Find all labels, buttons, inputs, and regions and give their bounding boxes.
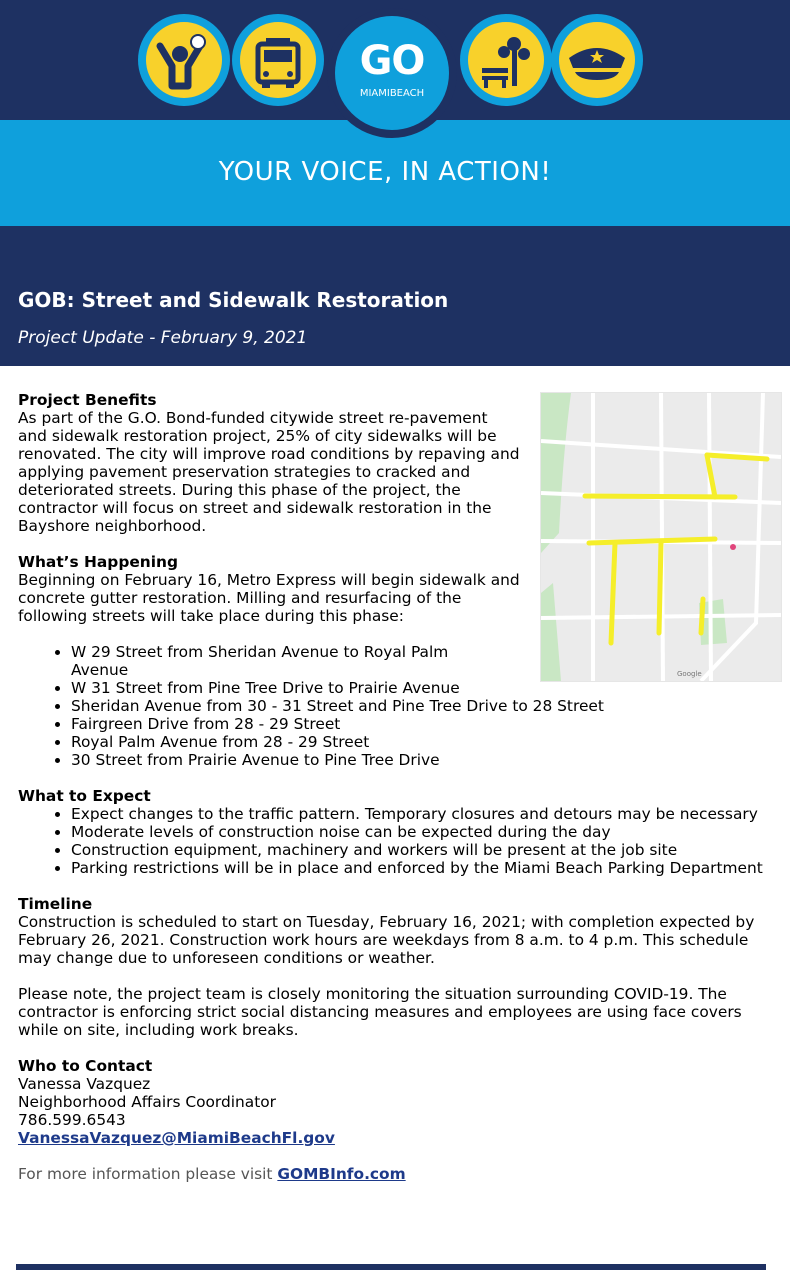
more-info-text: For more information please visit	[18, 1165, 278, 1183]
list-item: • 30 Street from Prairie Avenue to Pine Tree Drive	[71, 751, 768, 769]
timeline-body: Construction is scheduled to start on Tuesday, February 16, 2021; with completion expected by February 26, 2021. Construction work hours are weekdays from 8 a.m. to 4 p.m. This schedule may change due to unforeseen conditions or weather.	[18, 913, 755, 967]
gombinfo-link[interactable]: GOMBInfo.com	[277, 1165, 406, 1183]
go-miami-beach-logo	[327, 8, 457, 138]
list-item: • Expect changes to the traffic pattern. Temporary closures and detours may be necessary	[71, 805, 768, 823]
expect-list	[18, 805, 768, 877]
list-item: • Sheridan Avenue from 30 - 31 Street and Pine Tree Drive to 28 Street	[71, 697, 768, 715]
logo-go-text: GO	[359, 38, 425, 84]
header-banner	[0, 0, 790, 230]
contact-phone: 786.599.6543	[18, 1111, 126, 1129]
list-item: • W 31 Street from Pine Tree Drive to Prairie Avenue	[71, 679, 768, 697]
banner-tagline: YOUR VOICE, IN ACTION!	[218, 157, 552, 187]
benefits-body: As part of the G.O. Bond-funded citywide street re-pavement and sidewalk restoration project, 25% of city sidewalks will be renovated. The city will improve road conditions by repaving and applying pavement preservation strategies to cracked and deteriorated streets. During this phase of the project, the contractor will focus on street and sidewalk restoration in the Bayshore neighborhood.	[18, 409, 520, 535]
page-subtitle: Project Update - February 9, 2021	[18, 328, 308, 348]
map-attribution: Google	[677, 670, 702, 678]
list-item: • W 29 Street from Sheridan Avenue to Royal Palm Avenue	[71, 643, 768, 679]
title-bar	[0, 230, 790, 366]
covid-note: Please note, the project team is closely monitoring the situation surrounding COVID-19. The contractor is enforcing strict social distancing measures and employees are using face covers while on site, including work breaks.	[18, 985, 742, 1039]
expect-heading: What to Expect	[18, 787, 151, 805]
project-map-image	[540, 392, 782, 682]
benefits-heading: Project Benefits	[18, 391, 157, 409]
page-title: GOB: Street and Sidewalk Restoration	[18, 288, 449, 312]
article-body	[18, 391, 768, 1183]
more-info-line	[18, 1165, 768, 1183]
list-item: • Fairgreen Drive from 28 - 29 Street	[71, 715, 768, 733]
child-play-icon	[138, 14, 230, 106]
list-item: • Royal Palm Avenue from 28 - 29 Street	[71, 733, 768, 751]
park-bench-tree-icon	[460, 14, 552, 106]
timeline-heading: Timeline	[18, 895, 93, 913]
list-item: • Moderate levels of construction noise can be expected during the day	[71, 823, 768, 841]
contact-name: Vanessa Vazquez	[18, 1075, 151, 1093]
contact-heading: Who to Contact	[18, 1057, 153, 1075]
list-item: • Construction equipment, machinery and workers will be present at the job site	[71, 841, 768, 859]
happening-body: Beginning on February 16, Metro Express will begin sidewalk and concrete gutter restoration. Milling and resurfacing of the following streets will take place during this phase:	[18, 571, 520, 625]
contact-role: Neighborhood Affairs Coordinator	[18, 1093, 276, 1111]
footer-divider	[16, 1264, 766, 1270]
list-item: • Parking restrictions will be in place and enforced by the Miami Beach Parking Department	[71, 859, 768, 877]
police-cap-icon	[551, 14, 643, 106]
happening-heading: What’s Happening	[18, 553, 178, 571]
logo-subtext: MIAMIBEACH	[359, 88, 425, 99]
contact-email-link[interactable]: VanessaVazquez@MiamiBeachFl.gov	[18, 1129, 335, 1147]
fire-truck-icon	[232, 14, 324, 106]
